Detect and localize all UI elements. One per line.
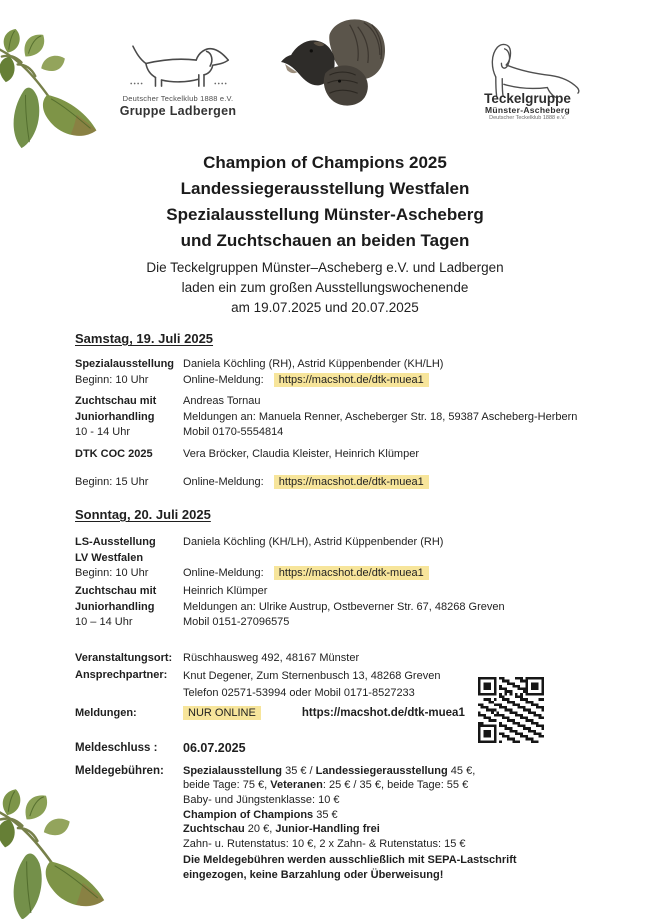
saturday-heading: Samstag, 19. Juli 2025: [75, 331, 214, 346]
entries-mode-badge: NUR ONLINE: [183, 706, 261, 720]
online-meldung-label: Online-Meldung:: [183, 476, 264, 488]
zuchtschau-judge: Heinrich Klümper: [183, 585, 268, 597]
venue-value: Rüschhausweg 492, 48167 Münster: [183, 652, 360, 664]
three-dachshund-heads-sketch-icon: [277, 16, 393, 108]
online-meldung-label: Online-Meldung:: [183, 567, 264, 579]
left-logo-org-text: Deutscher Teckelklub 1888 e.V.: [122, 94, 234, 103]
contact-line1: Knut Degener, Zum Sternenbusch 13, 48268 Greven: [183, 670, 441, 682]
zuchtschau-time: 10 - 14 Uhr: [75, 426, 131, 438]
wirehaired-dachshund-line-art-icon: [126, 40, 230, 94]
ls-time: Beginn: 10 Uhr: [75, 567, 149, 579]
page-title-line2: Landessiegerausstellung Westfalen: [180, 179, 470, 198]
left-logo-group-text: Gruppe Ladbergen: [119, 104, 237, 118]
fee-line: Baby- und Jüngstenklasse: 10 €: [183, 793, 340, 806]
online-meldung-label: Online-Meldung:: [183, 373, 264, 386]
zuchtschau-label2: Juniorhandling: [75, 600, 155, 613]
zuchtschau-mobile: Mobil 0170-5554814: [183, 426, 284, 438]
fee-line: Champion of Champions 35 €: [183, 808, 338, 821]
qr-code-icon: [478, 677, 544, 743]
zuchtschau-label1: Zuchtschau mit: [75, 585, 157, 597]
subtitle-line1: Die Teckelgruppen Münster–Ascheberg e.V. und Ladbergen: [146, 260, 504, 275]
zuchtschau-label2: Juniorhandling: [75, 410, 155, 423]
sunday-heading: Sonntag, 20. Juli 2025: [75, 507, 211, 522]
right-logo-name-text: Teckelgruppe: [484, 91, 571, 106]
spezial-judges: Daniela Köchling (RH), Astrid Küppenbender (KH/LH): [183, 358, 444, 370]
zuchtschau-entries: Meldungen an: Ulrike Austrup, Ostbeverner Str. 67, 48268 Greven: [183, 600, 505, 613]
ls-label2: LV Westfalen: [75, 551, 144, 564]
fee-line: Die Meldegebühren werden ausschließlich mit SEPA-Lastschrift: [183, 854, 517, 867]
zuchtschau-entries: Meldungen an: Manuela Renner, Ascheberger Str. 18, 59387 Ascheberg-Herbern: [183, 410, 578, 423]
online-meldung-link[interactable]: https://macshot.de/dtk-muea1: [274, 566, 429, 580]
coc-judges: Vera Bröcker, Claudia Kleister, Heinrich Klümper: [183, 448, 419, 460]
entries-link[interactable]: https://macshot.de/dtk-muea1: [301, 707, 465, 719]
zuchtschau-mobile: Mobil 0151-27096575: [183, 616, 290, 628]
contact-line2: Telefon 02571-53994 oder Mobil 0171-8527233: [183, 687, 415, 699]
right-logo-subname-text: Münster-Ascheberg: [485, 105, 570, 115]
ls-label1: LS-Ausstellung: [75, 536, 156, 548]
deadline-label: Meldeschluss :: [75, 742, 158, 754]
page-title-line1: Champion of Champions 2025: [203, 153, 447, 172]
page-title-line4: und Zuchtschauen an beiden Tagen: [180, 231, 470, 250]
teckelgruppe-logo: [458, 40, 594, 98]
fee-line: eingezogen, keine Barzahlung oder Überweisung!: [183, 868, 444, 881]
online-meldung-link[interactable]: https://macshot.de/dtk-muea1: [274, 373, 429, 387]
fees-label: Meldegebühren:: [75, 765, 164, 777]
subtitle-line2: laden ein zum großen Ausstellungswochenende: [181, 280, 469, 295]
ls-judges: Daniela Köchling (KH/LH), Astrid Küppenbender (RH): [183, 536, 444, 548]
spezial-time: Beginn: 10 Uhr: [75, 373, 149, 386]
spezial-label: Spezialausstellung: [75, 358, 175, 370]
fee-line: Zahn- u. Rutenstatus: 10 €, 2 x Zahn- & Rutenstatus: 15 €: [183, 837, 466, 850]
dachshund-outline-icon: [458, 40, 594, 98]
contact-label: Ansprechpartner:: [75, 669, 168, 681]
zuchtschau-time: 10 – 14 Uhr: [75, 616, 133, 628]
fee-line: Zuchtschau 20 €, Junior-Handling frei: [183, 823, 380, 836]
subtitle-line3: am 19.07.2025 und 20.07.2025: [231, 300, 419, 315]
online-meldung-link[interactable]: https://macshot.de/dtk-muea1: [274, 475, 429, 489]
coc-time: Beginn: 15 Uhr: [75, 476, 149, 488]
coc-label: DTK COC 2025: [75, 448, 153, 460]
center-artwork: [277, 16, 393, 108]
right-logo-org-text: Deutscher Teckelklub 1888 e.V.: [489, 115, 566, 121]
entries-label: Meldungen:: [75, 707, 137, 719]
leaf-branch-artwork-bottom: [0, 786, 120, 919]
page-title-line3: Spezialausstellung Münster-Ascheberg: [166, 205, 484, 224]
venue-label: Veranstaltungsort:: [75, 652, 173, 664]
zuchtschau-judge: Andreas Tornau: [183, 395, 261, 407]
fee-line: Spezialausstellung 35 € / Landessiegerausstellung 45 €,: [183, 765, 476, 777]
fees-lines: [183, 764, 620, 882]
leaf-branch-artwork-top: [0, 26, 112, 154]
deadline-value: 06.07.2025: [183, 741, 246, 755]
zuchtschau-label1: Zuchtschau mit: [75, 395, 157, 407]
fee-line: beide Tage: 75 €, Veteranen: 25 € / 35 €, beide Tage: 55 €: [183, 779, 469, 792]
ladbergen-logo: [126, 40, 230, 94]
